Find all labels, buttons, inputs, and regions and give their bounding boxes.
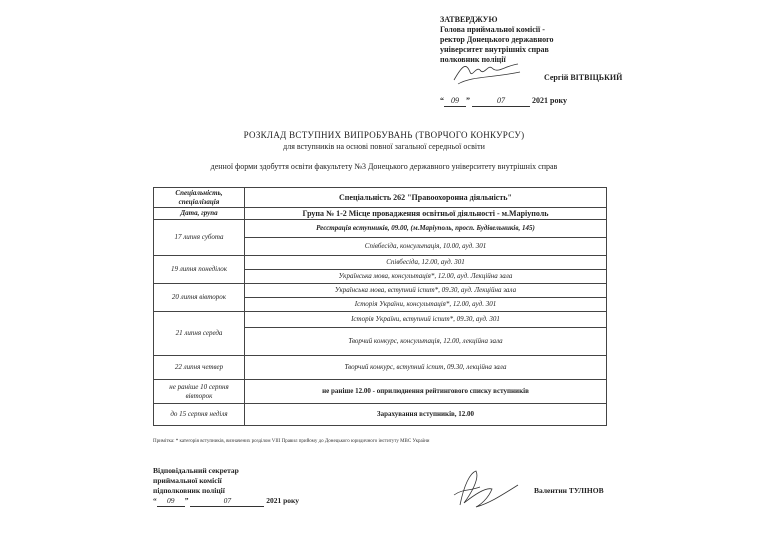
responsible-date — [153, 496, 299, 507]
event-cell: Історія України, консультація*, 12.00, ауд. 301 — [245, 298, 607, 312]
approval-line: Голова приймальної комісії - — [440, 25, 545, 34]
page-subtitle-2: денної форми здобуття освіти факультету №3 Донецького державного університету внутрішніх справ — [210, 162, 558, 171]
event-cell: не раніше 12.00 - оприлюднення рейтингового списку вступників — [245, 380, 607, 404]
schedule-table — [153, 187, 607, 426]
approval-line: ректор Донецького державного — [440, 35, 554, 44]
event-cell: Зарахування вступників, 12.00 — [245, 404, 607, 426]
event-cell: Реєстрація вступників, 09.00, (м.Маріуполь, просп. Будівельників, 145) — [245, 220, 607, 238]
date-label: Дата, група — [154, 208, 245, 220]
date-cell: 22 липня четвер — [154, 356, 245, 380]
date-cell: 20 липня вівторок — [154, 284, 245, 312]
event-cell: Українська мова, вступний іспит*, 09.30, ауд. Лекційна зала — [245, 284, 607, 298]
approval-line: університет внутрішніх справ — [440, 45, 549, 54]
responsible-year: 2021 року — [266, 496, 300, 505]
approver-name: Сергій ВІТВІЦЬКИЙ — [544, 73, 623, 82]
footnote: Примітка: * категорія вступників, визначених розділом VIII Правил прийому до Донецького юридичного інституту МВС України — [153, 439, 430, 444]
spec-label: Спеціальність, спеціалізація — [154, 188, 245, 208]
responsible-line: Відповідальний секретар — [153, 466, 239, 475]
quote-close: ” — [184, 496, 189, 505]
responsible-line: підполковник поліції — [153, 486, 225, 495]
table-row — [154, 380, 607, 404]
table-row — [154, 188, 607, 208]
table-row — [154, 356, 607, 380]
event-cell: Творчий конкурс, вступний іспит, 09.30, лекційна зала — [245, 356, 607, 380]
event-cell: Українська мова, консультація*, 12.00, ауд. Лекційна зала — [245, 270, 607, 284]
event-cell: Співбесіда, консультація, 10.00, ауд. 301 — [245, 238, 607, 256]
table-row — [154, 284, 607, 298]
quote-open: “ — [440, 96, 444, 105]
responsible-signature — [440, 465, 520, 510]
approver-signature — [452, 58, 522, 88]
approval-heading: ЗАТВЕРДЖУЮ — [440, 15, 498, 24]
table-row — [154, 404, 607, 426]
event-cell: Творчий конкурс, консультація, 12.00, лекційна зала — [245, 328, 607, 356]
responsible-line: приймальної комісії — [153, 476, 222, 485]
date-cell: 19 липня понеділок — [154, 256, 245, 284]
event-cell: Співбесіда, 12.00, ауд. 301 — [245, 256, 607, 270]
approval-date — [440, 96, 567, 107]
date-cell: до 15 серпня неділя — [154, 404, 245, 426]
responsible-block — [153, 466, 299, 507]
group-value: Група № 1-2 Місце провадження освітньої діяльності - м.Маріуполь — [245, 208, 607, 220]
table-row — [154, 208, 607, 220]
date-cell: 21 липня середа — [154, 312, 245, 356]
page-subtitle: для вступників на основі повної загальної середньої освіти — [283, 142, 485, 151]
responsible-name: Валентин ТУЛІНОВ — [534, 486, 604, 495]
quote-open: “ — [153, 496, 157, 505]
responsible-month: 07 — [190, 496, 264, 507]
approval-line: полковник поліції — [440, 55, 506, 64]
date-cell: 17 липня субота — [154, 220, 245, 256]
responsible-day: 09 — [157, 496, 185, 507]
approval-day: 09 — [444, 96, 466, 107]
approval-year: 2021 року — [532, 96, 567, 105]
event-cell: Історія України, вступний іспит*, 09.30, ауд. 301 — [245, 312, 607, 328]
page-title: РОЗКЛАД ВСТУПНИХ ВИПРОБУВАНЬ (ТВОРЧОГО КОНКУРСУ) — [243, 130, 525, 140]
table-row — [154, 220, 607, 238]
table-row — [154, 312, 607, 328]
spec-value: Спеціальність 262 "Правоохоронна діяльність" — [245, 188, 607, 208]
table-row — [154, 256, 607, 270]
quote-close: ” — [466, 96, 470, 105]
date-cell: не раніше 10 серпня вівторок — [154, 380, 245, 404]
approval-month: 07 — [472, 96, 530, 107]
